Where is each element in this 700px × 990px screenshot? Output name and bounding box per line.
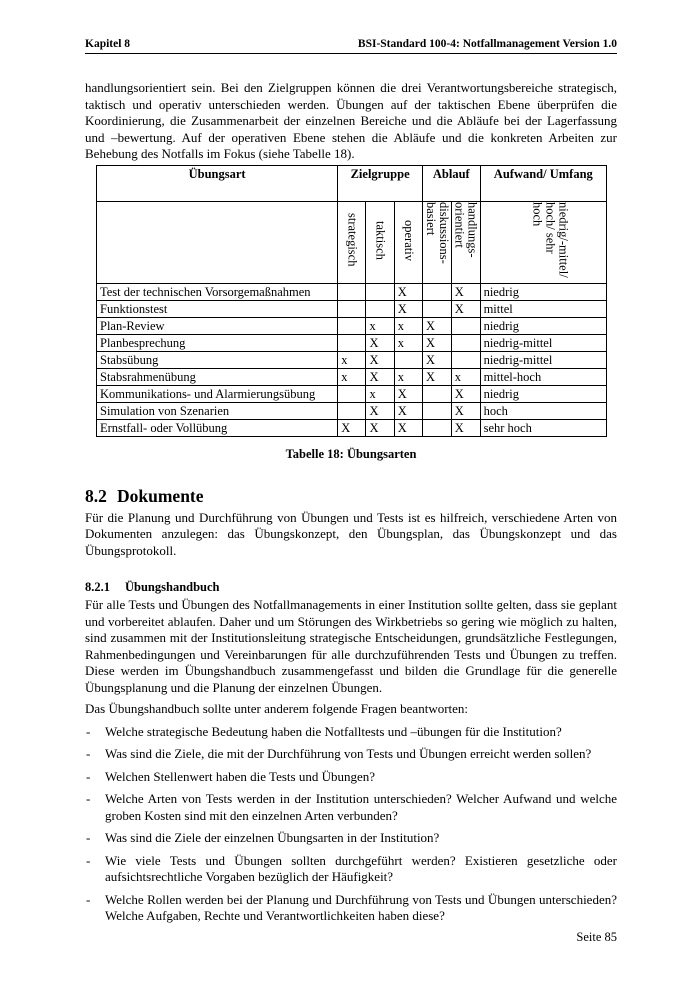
table-row <box>97 317 607 334</box>
subheader-diskussionsbasiert: diskussions-basiert <box>423 201 452 283</box>
section-paragraph: Für die Planung und Durchführung von Übungen und Tests ist es hilfreich, verschiedene Arten von Dokumenten anzulegen: das Übungskonzept, den Übungsplan, das Übungskonzept und das Übungsprotokoll. <box>85 509 617 558</box>
table-cell-oper: x <box>394 334 422 351</box>
table-row <box>97 334 607 351</box>
list-item: - Welche Rollen werden bei der Planung und Durchführung von Tests und Übungen unterschieden? Welche Aufgaben, Rechte und Verantwortlichkeiten haben diese? <box>85 892 617 925</box>
intro-paragraph: handlungsorientiert sein. Bei den Zielgruppen können die drei Verantwortungsbereiche strategisch, taktisch und operativ unterschieden werden. Übungen auf der taktischen Ebene überprüfen die Koordinierung, die Zusammenarbeit der einzelnen Bereiche und die Abläufe bei der Lagerfassung und –bewertung. Auf der operativen Ebene stehen die Abläufe und die konkreten Arbeiten zur Behebung des Notfalls im Fokus (siehe Tabelle 18). <box>85 80 617 161</box>
table-cell-disk: X <box>423 351 452 368</box>
table-row <box>97 351 607 368</box>
table-cell-oper: X <box>394 402 422 419</box>
table-cell-disk <box>423 300 452 317</box>
list-item: - Welche Arten von Tests werden in der Institution unterschieden? Welcher Aufwand und welche groben Kosten sind mit den einzelnen Arten verbunden? <box>85 791 617 824</box>
table-cell-disk: X <box>423 334 452 351</box>
table-row <box>97 368 607 385</box>
table-cell-takt: X <box>366 368 394 385</box>
table-cell-aufwand: hoch <box>480 402 606 419</box>
table-cell-strat <box>338 317 366 334</box>
subheader-strategisch: strategisch <box>338 201 366 283</box>
header-aufwand: Aufwand/ Umfang <box>480 165 606 201</box>
table-cell-strat <box>338 334 366 351</box>
document-page <box>85 38 617 931</box>
table-cell-aufwand: mittel <box>480 300 606 317</box>
subheader-handlungsorientiert: handlungs-orientiert <box>451 201 480 283</box>
table-cell-disk: X <box>423 317 452 334</box>
list-item: - Wie viele Tests und Übungen sollten durchgeführt werden? Existieren gesetzliche oder aufsichtsrechtliche Vorgaben bezüglich der Häufigkeit? <box>85 853 617 886</box>
table-cell-oper <box>394 351 422 368</box>
list-item: - Was sind die Ziele der einzelnen Übungsarten in der Institution? <box>85 830 617 847</box>
table-row <box>97 385 607 402</box>
table-cell-hand: X <box>451 283 480 300</box>
subsection-title: Übungshandbuch <box>125 580 220 594</box>
table-row <box>97 283 607 300</box>
table-cell-hand: X <box>451 300 480 317</box>
table-cell-disk <box>423 385 452 402</box>
section-number: 8.2 <box>85 485 107 506</box>
table-cell-hand: X <box>451 402 480 419</box>
subheader-operativ: operativ <box>394 201 422 283</box>
subsection-number: 8.2.1 <box>85 580 110 594</box>
table-caption: Tabelle 18: Übungsarten <box>285 446 417 461</box>
header-ablauf: Ablauf <box>423 165 481 201</box>
table-cell-disk: X <box>423 368 452 385</box>
table-cell-disk <box>423 402 452 419</box>
table-cell-name: Plan-Review <box>97 317 338 334</box>
table-cell-aufwand: niedrig <box>480 385 606 402</box>
table-header-row <box>97 165 607 201</box>
header-zielgruppe: Zielgruppe <box>338 165 423 201</box>
table-cell-aufwand: mittel-hoch <box>480 368 606 385</box>
table-cell-name: Kommunikations- und Alarmierungsübung <box>97 385 338 402</box>
table-cell-name: Stabsübung <box>97 351 338 368</box>
table-cell-aufwand: sehr hoch <box>480 419 606 436</box>
table-cell-takt: X <box>366 419 394 436</box>
table-cell-takt <box>366 283 394 300</box>
table-cell-strat <box>338 283 366 300</box>
table-cell-oper: x <box>394 368 422 385</box>
table-cell-strat: X <box>338 419 366 436</box>
subsection-paragraph: Für alle Tests und Übungen des Notfallmanagements in einer Institution sollte gelten, dass sie geplant und vorbereitet ablaufen. Daher und um Störungen des Wirkbetriebs so gering wie möglich zu halten, sind zusammen mit der Institutionsleitung strategische Entscheidungen, grundsätzliche Festlegungen, Rahmenbedingungen und Vereinbarungen für alle durchzuführenden Tests und Übungen zu treffen. Diese werden im Übungshandbuch zusammengefasst und bilden die Grundlage für die generelle Übungsplanung und die Planung der einzelnen Übungen. <box>85 597 617 695</box>
table-row <box>97 300 607 317</box>
table-cell-aufwand: niedrig-mittel <box>480 351 606 368</box>
table-cell-oper: X <box>394 300 422 317</box>
table-cell-name: Test der technischen Vorsorgemaßnahmen <box>97 283 338 300</box>
table-cell-name: Ernstfall- oder Vollübung <box>97 419 338 436</box>
table-cell-hand <box>451 317 480 334</box>
table-cell-takt <box>366 300 394 317</box>
table-cell-hand: X <box>451 419 480 436</box>
table-body <box>97 283 607 436</box>
table-row <box>97 419 607 436</box>
table-cell-takt: X <box>366 351 394 368</box>
subheader-empty <box>97 201 338 283</box>
subsection-heading <box>85 580 617 595</box>
list-item: - Was sind die Ziele, die mit der Durchführung von Tests und Übungen erreicht werden sollen? <box>85 746 617 763</box>
table-cell-hand: X <box>451 385 480 402</box>
subheader-taktisch: taktisch <box>366 201 394 283</box>
table-cell-oper: x <box>394 317 422 334</box>
table-cell-takt: X <box>366 334 394 351</box>
table-cell-hand: x <box>451 368 480 385</box>
table-cell-name: Planbesprechung <box>97 334 338 351</box>
table-cell-strat: x <box>338 368 366 385</box>
questions-lead: Das Übungshandbuch sollte unter anderem folgende Fragen beantworten: <box>85 701 469 716</box>
table-cell-oper: X <box>394 283 422 300</box>
table-cell-oper: X <box>394 385 422 402</box>
table-cell-hand <box>451 351 480 368</box>
table-cell-name: Funktionstest <box>97 300 338 317</box>
page-number: Seite 85 <box>576 930 617 944</box>
table-cell-takt: X <box>366 402 394 419</box>
uebungsarten-table <box>96 165 607 437</box>
questions-list <box>85 724 617 925</box>
table-cell-aufwand: niedrig-mittel <box>480 334 606 351</box>
section-heading <box>85 486 617 507</box>
table-cell-aufwand: niedrig <box>480 283 606 300</box>
table-cell-takt: x <box>366 317 394 334</box>
table-cell-disk <box>423 419 452 436</box>
list-item: - Welche strategische Bedeutung haben die Notfalltests und –übungen für die Institution? <box>85 724 617 741</box>
table-subheader-row <box>97 201 607 283</box>
table-cell-aufwand: niedrig <box>480 317 606 334</box>
page-header <box>85 38 617 54</box>
table-cell-strat <box>338 402 366 419</box>
list-item: - Welchen Stellenwert haben die Tests und Übungen? <box>85 769 617 786</box>
table-cell-strat: x <box>338 351 366 368</box>
section-title: Dokumente <box>117 485 204 506</box>
table-cell-strat <box>338 385 366 402</box>
table-cell-oper: X <box>394 419 422 436</box>
table-cell-name: Stabsrahmenübung <box>97 368 338 385</box>
table-cell-disk <box>423 283 452 300</box>
table-cell-takt: x <box>366 385 394 402</box>
table-cell-hand <box>451 334 480 351</box>
table-cell-strat <box>338 300 366 317</box>
header-uebungsart: Übungsart <box>97 165 338 201</box>
subheader-aufwand-stufen: niedrig/-mittel/ hoch/ sehr hoch <box>480 201 606 283</box>
header-title: BSI-Standard 100-4: Notfallmanagement Version 1.0 <box>357 38 617 50</box>
table-row <box>97 402 607 419</box>
table-cell-name: Simulation von Szenarien <box>97 402 338 419</box>
header-chapter: Kapitel 8 <box>85 38 131 50</box>
